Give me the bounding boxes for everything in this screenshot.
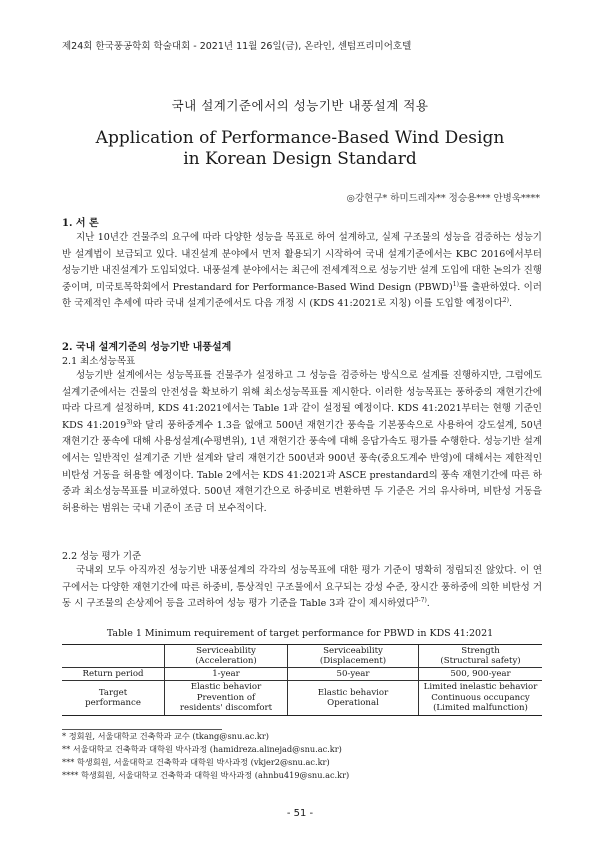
cell-text: Operational bbox=[327, 698, 379, 708]
korean-title: 국내 설계기준에서의 성능기반 내풍설계 적용 bbox=[171, 98, 429, 113]
footnote-4: **** 학생회원, 서울대학교 건축학과 대학원 박사과정 (ahnbu419@snu.ac.kr) bbox=[62, 770, 350, 780]
col-header-text: (Displacement) bbox=[319, 656, 387, 666]
cell-text: Elastic behavior bbox=[317, 687, 389, 698]
col-header-text: Serviceability bbox=[323, 645, 383, 656]
section-1-text: 지난 10년간 건물주의 요구에 따라 다양한 성능을 목표로 하여 설계하고, 실제 구조물의 성능을 검증하는 성능기반 설계법이 보급되고 있다. 내진설계 분야에서 먼저 활용되기 시작하여 국내 설계기준에서는 KBC 2016에서부터 성능기반 내진설계가 도입되었다. 내풍설계 분야에서는 최근에 전세계적으로 성능기반 설계 도입에 대한 논의가 진행 중이며, 미국토목학회에서 Prestandard for Performance-Based Wind Design (PBWD) bbox=[62, 232, 542, 293]
section-2-heading: 2. 국내 설계기준의 성능기반 내풍설계 bbox=[62, 342, 232, 353]
table-cell bbox=[419, 681, 543, 716]
table-header-row bbox=[62, 645, 542, 668]
row-label-target-performance bbox=[62, 681, 165, 716]
page-number: - 51 - bbox=[286, 808, 314, 819]
section-2-1-text: 성능기반 설계에서는 성능목표를 건물주가 설정하고 그 성능을 검증하는 방식으로 설계를 진행하지만, 그럼에도 설계기준에서는 건물의 안전성을 확보하기 위해 최소성능목표를 제시한다. 이러한 성능목표는 풍하중의 재현기간에 따라 다르게 설정하며, KDS 41:2021에서는 Table 1과 같이 설정될 예정이다. KDS 41:2021부터는 현행 기준인 KDS 41:2019 bbox=[62, 370, 542, 431]
section-1-text-2: 를 출판하였다. 이러한 국제적인 추세에 따라 국내 설계기준에서도 다음 개정 시 (KDS 41:2021로 지칭) 이를 도입할 예정이다 bbox=[62, 281, 542, 310]
conference-header: 제24회 한국풍공학회 학술대회 - 2021년 11월 26일(금), 온라인, 센텀프리미어호텔 bbox=[62, 41, 412, 52]
row-label-text: Target bbox=[98, 687, 128, 698]
table-cell: 50-year bbox=[288, 668, 419, 681]
table-cell: 500, 900-year bbox=[419, 668, 543, 681]
section-2-2-end: . bbox=[426, 598, 430, 610]
table-row bbox=[62, 668, 542, 681]
section-1-body bbox=[62, 230, 542, 313]
citation-5-7: 5-7) bbox=[414, 597, 427, 605]
section-1-end: . bbox=[508, 298, 512, 310]
section-2-1-text-2: 와 달리 풍하중계수 1.3을 없애고 500년 재현기간 풍속을 기본풍속으로 사용하여 강도설계, 50년 재현기간 풍속에 대해 사용성설계(수평변위), 1년 재현기간 풍속에 대해 응답가속도 평가를 수행한다. 성능기반 설계에서는 일반적인 설계기준 기반 설계와 달리 재현기간 500년과 900년 풍속(중요도계수 반영)에 대해서는 제한적인 비탄성 거동을 허용할 예정이다. Table 2에서는 KDS 41:2021과 ASCE prestandard의 풍속 재현기간에 따른 하중과 최소성능목표를 비교하였다. 500년 재현기간으로 하중비로 변환하면 두 기준은 거의 유사하며, 비탄성 거동을 허용하는 범위는 국내 기준이 조금 더 보수적이다. bbox=[62, 419, 542, 514]
table-caption: Table 1 Minimum requirement of target performance for PBWD in KDS 41:2021 bbox=[106, 628, 494, 639]
table-row bbox=[62, 681, 542, 716]
performance-table bbox=[62, 644, 542, 716]
english-title-line1: Application of Performance-Based Wind Design bbox=[95, 128, 505, 148]
table-cell: 1-year bbox=[165, 668, 288, 681]
english-title-line2: in Korean Design Standard bbox=[183, 149, 417, 169]
section-2-1-body bbox=[62, 368, 542, 517]
cell-text: Limited inelastic behavior bbox=[423, 682, 538, 693]
footnote-3: *** 학생회원, 서울대학교 건축학과 대학원 박사과정 (vkjer2@snu.ac.kr) bbox=[62, 757, 330, 767]
col-header-text: Strength bbox=[461, 645, 500, 656]
cell-text: Continuous occupancy bbox=[431, 692, 530, 703]
cell-text: (Limited malfunction) bbox=[433, 703, 528, 714]
col-header-text: (Acceleration) bbox=[195, 656, 257, 666]
col-header-acceleration bbox=[165, 645, 288, 668]
col-header-text: (Structural safety) bbox=[440, 656, 521, 666]
col-header-strength bbox=[419, 645, 543, 668]
section-2-2-text: 국내외 모두 아직까진 성능기반 내풍설계의 각각의 성능목표에 대한 평가 기준이 명확히 정립되진 않았다. 이 연구에서는 다양한 재현기간에 따른 하중비, 통상적인 구조물에서 요구되는 강성 수준, 장시간 풍하중에 의한 비탄성 거동 시 구조물의 손상제어 등을 고려하여 성능 평가 기준을 Table 3과 같이 제시하였다 bbox=[62, 565, 542, 610]
footnote-2: ** 서울대학교 건축학과 대학원 박사과정 (hamidreza.alinejad@snu.ac.kr) bbox=[62, 744, 342, 754]
citation-3: 3) bbox=[126, 418, 133, 426]
corner-cell bbox=[62, 645, 165, 668]
table-cell bbox=[288, 681, 419, 716]
col-header-text: Serviceability bbox=[196, 645, 256, 656]
row-label-text: performance bbox=[85, 698, 141, 708]
row-label-return-period: Return period bbox=[62, 668, 165, 681]
col-header-displacement bbox=[288, 645, 419, 668]
cell-text: residents' discomfort bbox=[179, 703, 273, 714]
citation-1: 1) bbox=[452, 280, 459, 288]
section-2-2-heading: 2.2 성능 평가 기준 bbox=[62, 551, 142, 562]
footnote-1: * 정회원, 서울대학교 건축학과 교수 (tkang@snu.ac.kr) bbox=[62, 731, 269, 741]
author-list: ◎강현구* 하미드레자** 정승용*** 안병욱**** bbox=[346, 193, 540, 204]
cell-text: Prevention of bbox=[196, 692, 256, 703]
footnote-divider bbox=[62, 729, 222, 730]
citation-2: 2) bbox=[502, 297, 509, 305]
english-title bbox=[0, 128, 600, 170]
section-2-1-heading: 2.1 최소성능목표 bbox=[62, 356, 136, 367]
section-1-heading: 1. 서 론 bbox=[62, 218, 99, 229]
table-cell bbox=[165, 681, 288, 716]
cell-text: Elastic behavior bbox=[190, 682, 262, 693]
section-2-2-body bbox=[62, 563, 542, 613]
